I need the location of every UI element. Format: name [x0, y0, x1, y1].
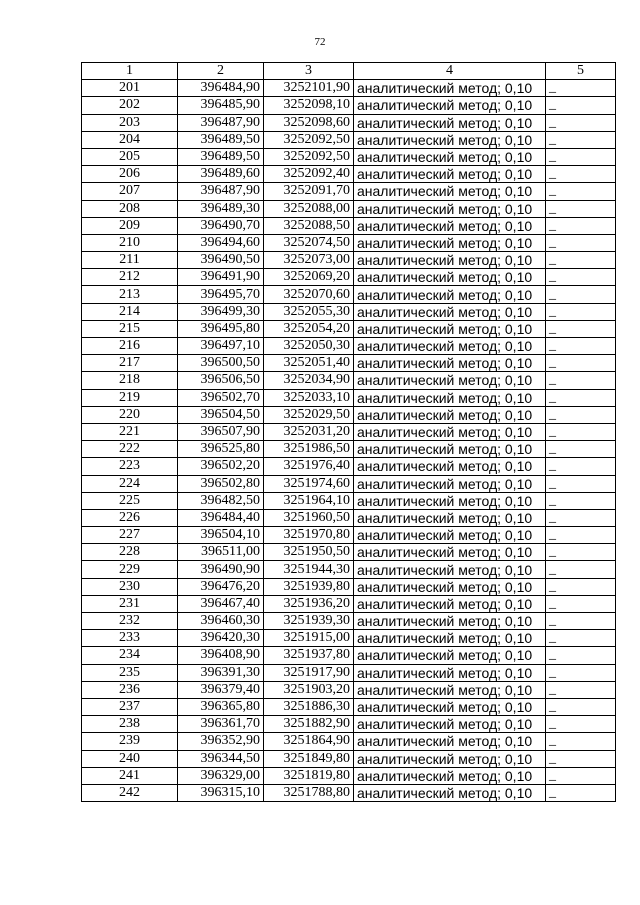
table-row — [82, 527, 616, 544]
column-header-3: 3 — [264, 63, 354, 80]
y-coordinate-cell: 3251903,20 — [264, 681, 354, 698]
table-row — [82, 681, 616, 698]
x-coordinate-cell: 396500,50 — [178, 355, 264, 372]
table-row — [82, 338, 616, 355]
y-coordinate-cell: 3252054,20 — [264, 320, 354, 337]
method-cell: аналитический метод; 0,10 — [354, 681, 546, 698]
point-number-cell: 226 — [82, 509, 178, 526]
method-cell: аналитический метод; 0,10 — [354, 544, 546, 561]
x-coordinate-cell: 396361,70 — [178, 716, 264, 733]
x-coordinate-cell: 396476,20 — [178, 578, 264, 595]
method-cell: аналитический метод; 0,10 — [354, 509, 546, 526]
table-row — [82, 252, 616, 269]
column-header-4: 4 — [354, 63, 546, 80]
method-cell: аналитический метод; 0,10 — [354, 475, 546, 492]
point-number-cell: 221 — [82, 423, 178, 440]
y-coordinate-cell: 3251964,10 — [264, 492, 354, 509]
note-cell: _ — [546, 200, 616, 217]
method-cell: аналитический метод; 0,10 — [354, 355, 546, 372]
method-cell: аналитический метод; 0,10 — [354, 217, 546, 234]
x-coordinate-cell: 396391,30 — [178, 664, 264, 681]
table-row — [82, 355, 616, 372]
y-coordinate-cell: 3251939,30 — [264, 613, 354, 630]
table-row — [82, 389, 616, 406]
table-row — [82, 303, 616, 320]
column-header-1: 1 — [82, 63, 178, 80]
point-number-cell: 216 — [82, 338, 178, 355]
note-cell: _ — [546, 148, 616, 165]
note-cell: _ — [546, 767, 616, 784]
table-row — [82, 80, 616, 97]
x-coordinate-cell: 396504,10 — [178, 527, 264, 544]
note-cell: _ — [546, 269, 616, 286]
x-coordinate-cell: 396497,10 — [178, 338, 264, 355]
y-coordinate-cell: 3251986,50 — [264, 441, 354, 458]
note-cell: _ — [546, 320, 616, 337]
point-number-cell: 209 — [82, 217, 178, 234]
point-number-cell: 202 — [82, 97, 178, 114]
note-cell: _ — [546, 234, 616, 251]
page-number: 72 — [314, 36, 326, 48]
method-cell: аналитический метод; 0,10 — [354, 613, 546, 630]
x-coordinate-cell: 396487,90 — [178, 114, 264, 131]
x-coordinate-cell: 396499,30 — [178, 303, 264, 320]
method-cell: аналитический метод; 0,10 — [354, 423, 546, 440]
y-coordinate-cell: 3252069,20 — [264, 269, 354, 286]
point-number-cell: 207 — [82, 183, 178, 200]
point-number-cell: 201 — [82, 80, 178, 97]
table-row — [82, 166, 616, 183]
note-cell: _ — [546, 252, 616, 269]
method-cell: аналитический метод; 0,10 — [354, 80, 546, 97]
method-cell: аналитический метод; 0,10 — [354, 252, 546, 269]
point-number-cell: 242 — [82, 784, 178, 801]
point-number-cell: 219 — [82, 389, 178, 406]
point-number-cell: 229 — [82, 561, 178, 578]
method-cell: аналитический метод; 0,10 — [354, 527, 546, 544]
x-coordinate-cell: 396379,40 — [178, 681, 264, 698]
point-number-cell: 230 — [82, 578, 178, 595]
method-cell: аналитический метод; 0,10 — [354, 630, 546, 647]
table-row — [82, 509, 616, 526]
note-cell: _ — [546, 784, 616, 801]
note-cell: _ — [546, 492, 616, 509]
y-coordinate-cell: 3251864,90 — [264, 733, 354, 750]
point-number-cell: 238 — [82, 716, 178, 733]
x-coordinate-cell: 396489,30 — [178, 200, 264, 217]
method-cell: аналитический метод; 0,10 — [354, 97, 546, 114]
x-coordinate-cell: 396408,90 — [178, 647, 264, 664]
note-cell: _ — [546, 544, 616, 561]
table-row — [82, 441, 616, 458]
table-row — [82, 733, 616, 750]
y-coordinate-cell: 3251976,40 — [264, 458, 354, 475]
note-cell: _ — [546, 458, 616, 475]
table-row — [82, 716, 616, 733]
table-row — [82, 767, 616, 784]
x-coordinate-cell: 396365,80 — [178, 698, 264, 715]
column-header-2: 2 — [178, 63, 264, 80]
x-coordinate-cell: 396329,00 — [178, 767, 264, 784]
y-coordinate-cell: 3251915,00 — [264, 630, 354, 647]
table-row — [82, 148, 616, 165]
method-cell: аналитический метод; 0,10 — [354, 389, 546, 406]
method-cell: аналитический метод; 0,10 — [354, 286, 546, 303]
note-cell: _ — [546, 406, 616, 423]
x-coordinate-cell: 396487,90 — [178, 183, 264, 200]
y-coordinate-cell: 3251939,80 — [264, 578, 354, 595]
y-coordinate-cell: 3251950,50 — [264, 544, 354, 561]
method-cell: аналитический метод; 0,10 — [354, 131, 546, 148]
y-coordinate-cell: 3252070,60 — [264, 286, 354, 303]
table-row — [82, 544, 616, 561]
point-number-cell: 222 — [82, 441, 178, 458]
point-number-cell: 208 — [82, 200, 178, 217]
x-coordinate-cell: 396484,90 — [178, 80, 264, 97]
column-header-5: 5 — [546, 63, 616, 80]
table-row — [82, 578, 616, 595]
y-coordinate-cell: 3252088,50 — [264, 217, 354, 234]
x-coordinate-cell: 396507,90 — [178, 423, 264, 440]
note-cell: _ — [546, 338, 616, 355]
x-coordinate-cell: 396495,80 — [178, 320, 264, 337]
note-cell: _ — [546, 355, 616, 372]
note-cell: _ — [546, 372, 616, 389]
y-coordinate-cell: 3251917,90 — [264, 664, 354, 681]
table-row — [82, 320, 616, 337]
point-number-cell: 233 — [82, 630, 178, 647]
method-cell: аналитический метод; 0,10 — [354, 784, 546, 801]
point-number-cell: 206 — [82, 166, 178, 183]
method-cell: аналитический метод; 0,10 — [354, 458, 546, 475]
method-cell: аналитический метод; 0,10 — [354, 441, 546, 458]
method-cell: аналитический метод; 0,10 — [354, 561, 546, 578]
y-coordinate-cell: 3251974,60 — [264, 475, 354, 492]
table-row — [82, 630, 616, 647]
point-number-cell: 214 — [82, 303, 178, 320]
point-number-cell: 228 — [82, 544, 178, 561]
y-coordinate-cell: 3252098,10 — [264, 97, 354, 114]
method-cell: аналитический метод; 0,10 — [354, 406, 546, 423]
x-coordinate-cell: 396315,10 — [178, 784, 264, 801]
y-coordinate-cell: 3252091,70 — [264, 183, 354, 200]
x-coordinate-cell: 396467,40 — [178, 595, 264, 612]
x-coordinate-cell: 396489,50 — [178, 131, 264, 148]
method-cell: аналитический метод; 0,10 — [354, 698, 546, 715]
x-coordinate-cell: 396491,90 — [178, 269, 264, 286]
point-number-cell: 211 — [82, 252, 178, 269]
point-number-cell: 232 — [82, 613, 178, 630]
table-row — [82, 475, 616, 492]
y-coordinate-cell: 3251970,80 — [264, 527, 354, 544]
note-cell: _ — [546, 664, 616, 681]
note-cell: _ — [546, 217, 616, 234]
table-row — [82, 269, 616, 286]
table-row — [82, 234, 616, 251]
point-number-cell: 227 — [82, 527, 178, 544]
method-cell: аналитический метод; 0,10 — [354, 200, 546, 217]
note-cell: _ — [546, 698, 616, 715]
x-coordinate-cell: 396482,50 — [178, 492, 264, 509]
note-cell: _ — [546, 183, 616, 200]
table-row — [82, 647, 616, 664]
y-coordinate-cell: 3252050,30 — [264, 338, 354, 355]
note-cell: _ — [546, 166, 616, 183]
point-number-cell: 240 — [82, 750, 178, 767]
point-number-cell: 231 — [82, 595, 178, 612]
method-cell: аналитический метод; 0,10 — [354, 716, 546, 733]
x-coordinate-cell: 396495,70 — [178, 286, 264, 303]
y-coordinate-cell: 3252088,00 — [264, 200, 354, 217]
y-coordinate-cell: 3252051,40 — [264, 355, 354, 372]
point-number-cell: 217 — [82, 355, 178, 372]
method-cell: аналитический метод; 0,10 — [354, 664, 546, 681]
y-coordinate-cell: 3252073,00 — [264, 252, 354, 269]
x-coordinate-cell: 396502,20 — [178, 458, 264, 475]
table-row — [82, 200, 616, 217]
table-row — [82, 131, 616, 148]
x-coordinate-cell: 396506,50 — [178, 372, 264, 389]
x-coordinate-cell: 396502,80 — [178, 475, 264, 492]
table-row — [82, 561, 616, 578]
table-row — [82, 286, 616, 303]
method-cell: аналитический метод; 0,10 — [354, 767, 546, 784]
note-cell: _ — [546, 578, 616, 595]
point-number-cell: 203 — [82, 114, 178, 131]
y-coordinate-cell: 3251960,50 — [264, 509, 354, 526]
x-coordinate-cell: 396504,50 — [178, 406, 264, 423]
note-cell: _ — [546, 681, 616, 698]
y-coordinate-cell: 3252055,30 — [264, 303, 354, 320]
point-number-cell: 213 — [82, 286, 178, 303]
method-cell: аналитический метод; 0,10 — [354, 647, 546, 664]
method-cell: аналитический метод; 0,10 — [354, 166, 546, 183]
method-cell: аналитический метод; 0,10 — [354, 338, 546, 355]
point-number-cell: 215 — [82, 320, 178, 337]
y-coordinate-cell: 3252033,10 — [264, 389, 354, 406]
note-cell: _ — [546, 750, 616, 767]
method-cell: аналитический метод; 0,10 — [354, 114, 546, 131]
note-cell: _ — [546, 423, 616, 440]
note-cell: _ — [546, 647, 616, 664]
coordinates-table — [81, 62, 616, 802]
table-row — [82, 492, 616, 509]
note-cell: _ — [546, 303, 616, 320]
y-coordinate-cell: 3252092,40 — [264, 166, 354, 183]
method-cell: аналитический метод; 0,10 — [354, 148, 546, 165]
y-coordinate-cell: 3251819,80 — [264, 767, 354, 784]
x-coordinate-cell: 396494,60 — [178, 234, 264, 251]
table-row — [82, 183, 616, 200]
method-cell: аналитический метод; 0,10 — [354, 269, 546, 286]
note-cell: _ — [546, 286, 616, 303]
x-coordinate-cell: 396485,90 — [178, 97, 264, 114]
y-coordinate-cell: 3252031,20 — [264, 423, 354, 440]
note-cell: _ — [546, 509, 616, 526]
method-cell: аналитический метод; 0,10 — [354, 234, 546, 251]
point-number-cell: 225 — [82, 492, 178, 509]
note-cell: _ — [546, 630, 616, 647]
table-row — [82, 423, 616, 440]
point-number-cell: 241 — [82, 767, 178, 784]
point-number-cell: 234 — [82, 647, 178, 664]
y-coordinate-cell: 3251936,20 — [264, 595, 354, 612]
table-row — [82, 750, 616, 767]
note-cell: _ — [546, 389, 616, 406]
note-cell: _ — [546, 475, 616, 492]
point-number-cell: 212 — [82, 269, 178, 286]
note-cell: _ — [546, 613, 616, 630]
note-cell: _ — [546, 733, 616, 750]
note-cell: _ — [546, 561, 616, 578]
y-coordinate-cell: 3251849,80 — [264, 750, 354, 767]
table-row — [82, 217, 616, 234]
point-number-cell: 239 — [82, 733, 178, 750]
table-body — [82, 80, 616, 802]
table-header — [82, 63, 616, 80]
method-cell: аналитический метод; 0,10 — [354, 183, 546, 200]
note-cell: _ — [546, 97, 616, 114]
y-coordinate-cell: 3252074,50 — [264, 234, 354, 251]
table-row — [82, 784, 616, 801]
x-coordinate-cell: 396344,50 — [178, 750, 264, 767]
table-row — [82, 698, 616, 715]
y-coordinate-cell: 3252098,60 — [264, 114, 354, 131]
note-cell: _ — [546, 716, 616, 733]
y-coordinate-cell: 3251944,30 — [264, 561, 354, 578]
x-coordinate-cell: 396525,80 — [178, 441, 264, 458]
point-number-cell: 210 — [82, 234, 178, 251]
table-row — [82, 97, 616, 114]
method-cell: аналитический метод; 0,10 — [354, 595, 546, 612]
table-row — [82, 664, 616, 681]
table-row — [82, 372, 616, 389]
point-number-cell: 236 — [82, 681, 178, 698]
x-coordinate-cell: 396490,70 — [178, 217, 264, 234]
point-number-cell: 223 — [82, 458, 178, 475]
x-coordinate-cell: 396484,40 — [178, 509, 264, 526]
method-cell: аналитический метод; 0,10 — [354, 320, 546, 337]
note-cell: _ — [546, 527, 616, 544]
point-number-cell: 205 — [82, 148, 178, 165]
table-row — [82, 613, 616, 630]
y-coordinate-cell: 3252092,50 — [264, 131, 354, 148]
x-coordinate-cell: 396490,90 — [178, 561, 264, 578]
method-cell: аналитический метод; 0,10 — [354, 492, 546, 509]
note-cell: _ — [546, 131, 616, 148]
note-cell: _ — [546, 595, 616, 612]
point-number-cell: 237 — [82, 698, 178, 715]
header-row — [82, 63, 616, 80]
note-cell: _ — [546, 114, 616, 131]
point-number-cell: 224 — [82, 475, 178, 492]
y-coordinate-cell: 3252101,90 — [264, 80, 354, 97]
method-cell: аналитический метод; 0,10 — [354, 372, 546, 389]
y-coordinate-cell: 3251886,30 — [264, 698, 354, 715]
y-coordinate-cell: 3252034,90 — [264, 372, 354, 389]
point-number-cell: 235 — [82, 664, 178, 681]
method-cell: аналитический метод; 0,10 — [354, 303, 546, 320]
x-coordinate-cell: 396352,90 — [178, 733, 264, 750]
note-cell: _ — [546, 441, 616, 458]
y-coordinate-cell: 3251937,80 — [264, 647, 354, 664]
point-number-cell: 220 — [82, 406, 178, 423]
table-row — [82, 595, 616, 612]
note-cell: _ — [546, 80, 616, 97]
method-cell: аналитический метод; 0,10 — [354, 750, 546, 767]
table-row — [82, 458, 616, 475]
y-coordinate-cell: 3252092,50 — [264, 148, 354, 165]
x-coordinate-cell: 396460,30 — [178, 613, 264, 630]
x-coordinate-cell: 396511,00 — [178, 544, 264, 561]
method-cell: аналитический метод; 0,10 — [354, 578, 546, 595]
x-coordinate-cell: 396489,50 — [178, 148, 264, 165]
y-coordinate-cell: 3252029,50 — [264, 406, 354, 423]
table-row — [82, 406, 616, 423]
method-cell: аналитический метод; 0,10 — [354, 733, 546, 750]
y-coordinate-cell: 3251882,90 — [264, 716, 354, 733]
x-coordinate-cell: 396502,70 — [178, 389, 264, 406]
x-coordinate-cell: 396489,60 — [178, 166, 264, 183]
table-row — [82, 114, 616, 131]
point-number-cell: 204 — [82, 131, 178, 148]
point-number-cell: 218 — [82, 372, 178, 389]
y-coordinate-cell: 3251788,80 — [264, 784, 354, 801]
x-coordinate-cell: 396420,30 — [178, 630, 264, 647]
x-coordinate-cell: 396490,50 — [178, 252, 264, 269]
